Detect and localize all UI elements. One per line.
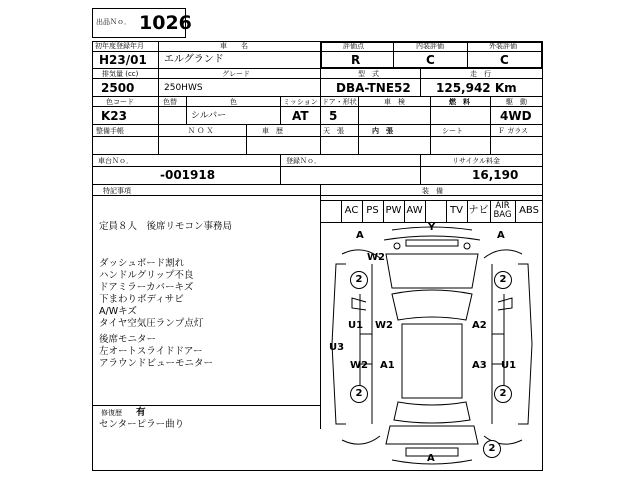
- damage-a1-rear: A1: [380, 360, 395, 371]
- damage-y-front: Y: [428, 222, 436, 233]
- equip-ac: AC: [344, 205, 359, 216]
- transmission-value: AT: [292, 109, 309, 123]
- remark-line: ダッシュボード割れ: [99, 258, 185, 269]
- damage-w2-left: W2: [375, 320, 393, 331]
- remark-line: 下まわりボディサビ: [99, 294, 184, 305]
- remarks-label: 特記事項: [103, 187, 131, 195]
- interior-label: 内 張: [372, 127, 393, 135]
- color-value: シルバー: [191, 111, 227, 121]
- remarks-group-3: [99, 334, 213, 370]
- repair-note: センターピラー曲り: [99, 419, 185, 430]
- remark-line: ハンドルグリップ不良: [99, 270, 194, 281]
- equipment-label: 装 備: [422, 187, 443, 195]
- doors-value: 5: [329, 109, 338, 123]
- damage-w2-hood: W2: [367, 252, 385, 263]
- lot-label: 出品Ｎｏ．: [96, 18, 131, 26]
- remark-line: A/Wキズ: [99, 306, 137, 317]
- color-change-label: 色替: [163, 98, 177, 106]
- doors-shape-label: ドア・形状: [322, 98, 357, 106]
- model-name-label: 車 名: [220, 42, 248, 50]
- remark-line: アラウンドビューモニター: [99, 358, 214, 369]
- mileage-label: 走 行: [470, 70, 491, 78]
- displacement-value: 2500: [101, 81, 135, 95]
- equip-abs: ABS: [519, 205, 539, 216]
- remark-line: 定員８人 後席リモコン事務局: [99, 221, 233, 232]
- interior-score-value: C: [426, 53, 435, 67]
- fglass-label: Ｆ ガラス: [498, 127, 529, 135]
- damage-u1-rear-right: U1: [501, 360, 517, 371]
- damage-c-front-left: 2: [350, 271, 368, 289]
- fuel-label: 燃 料: [449, 98, 470, 106]
- interior-score-label: 内装評価: [416, 42, 444, 50]
- equip-airbag: AIR BAG: [493, 201, 512, 220]
- exterior-score-label: 外装評価: [489, 42, 517, 50]
- color-code-value: K23: [101, 109, 127, 123]
- sunroof-label: 天 張: [323, 127, 344, 135]
- color-code-label: 色コード: [106, 98, 134, 106]
- transmission-label: ミッション: [283, 98, 318, 106]
- remark-line: ドアミラーカバーキズ: [99, 282, 194, 293]
- damage-a3-rear: A3: [472, 360, 487, 371]
- seat-label: シート: [442, 127, 463, 135]
- damage-c-rear-left: 2: [350, 385, 368, 403]
- chassis-no-label: 車台Ｎｏ．: [98, 157, 133, 165]
- grade-label: グレード: [222, 70, 250, 78]
- drive-value: 4WD: [500, 109, 532, 123]
- damage-a2-right: A2: [472, 320, 487, 331]
- history-label: 車 歴: [262, 127, 283, 135]
- score-label: 評価点: [343, 42, 364, 50]
- model-type-label: 型 式: [358, 70, 379, 78]
- displacement-label: 排気量 (cc): [102, 70, 139, 78]
- damage-a-bottom: A: [427, 453, 435, 464]
- exterior-score-value: C: [500, 53, 509, 67]
- drive-label: 駆 動: [506, 98, 527, 106]
- model-type-value: DBA-TNE52: [336, 81, 411, 95]
- year-reg-value: H23/01: [99, 53, 147, 67]
- equip-ps: PS: [366, 205, 379, 216]
- nox-label: Ｎ Ｏ Ｘ: [188, 127, 214, 135]
- damage-c-rear-right: 2: [494, 385, 512, 403]
- mileage-value: 125,942 Km: [436, 81, 517, 95]
- car-diagram: [322, 224, 542, 469]
- equip-pw: PW: [385, 205, 402, 216]
- remarks-group-1: [99, 221, 232, 233]
- repair-history-label: 修復歴: [101, 409, 122, 417]
- lot-number-box: [92, 8, 192, 38]
- equip-navi: ナビ: [468, 205, 489, 216]
- repair-history-value: 有: [136, 407, 146, 418]
- remark-line: 後席モニター: [99, 334, 157, 345]
- damage-u1-left: U1: [348, 320, 364, 331]
- chassis-no-value: -001918: [160, 168, 216, 182]
- recycle-value: 16,190: [472, 168, 519, 182]
- damage-a-front-right: A: [497, 230, 505, 241]
- damage-c-bottom-right: 2: [483, 440, 501, 458]
- equip-aw: AW: [406, 205, 423, 216]
- equip-tv: TV: [450, 205, 463, 216]
- inspection-label: 車 検: [384, 98, 405, 106]
- remark-line: 左オートスライドドアー: [99, 346, 203, 357]
- grade-value: 250HWS: [164, 83, 203, 93]
- remarks-group-2: [99, 258, 203, 330]
- color-label: 色: [230, 98, 237, 106]
- damage-c-front-right: 2: [494, 271, 512, 289]
- remark-line: タイヤ空気圧ランプ点灯: [99, 318, 204, 329]
- damage-u3-left: U3: [329, 342, 345, 353]
- reg-no-label: 登録Ｎｏ．: [286, 157, 321, 165]
- manual-label: 整備手帳: [96, 127, 124, 135]
- model-name-value: エルグランド: [164, 54, 224, 65]
- lot-number: 1026: [139, 12, 192, 34]
- damage-a-front-left: A: [356, 230, 364, 241]
- damage-w2-rear-left: W2: [350, 360, 368, 371]
- equip-blank: [425, 200, 446, 222]
- year-reg-label: 初年度登録年月: [95, 42, 144, 50]
- recycle-label: リサイクル料金: [452, 157, 501, 165]
- score-value: R: [351, 53, 361, 67]
